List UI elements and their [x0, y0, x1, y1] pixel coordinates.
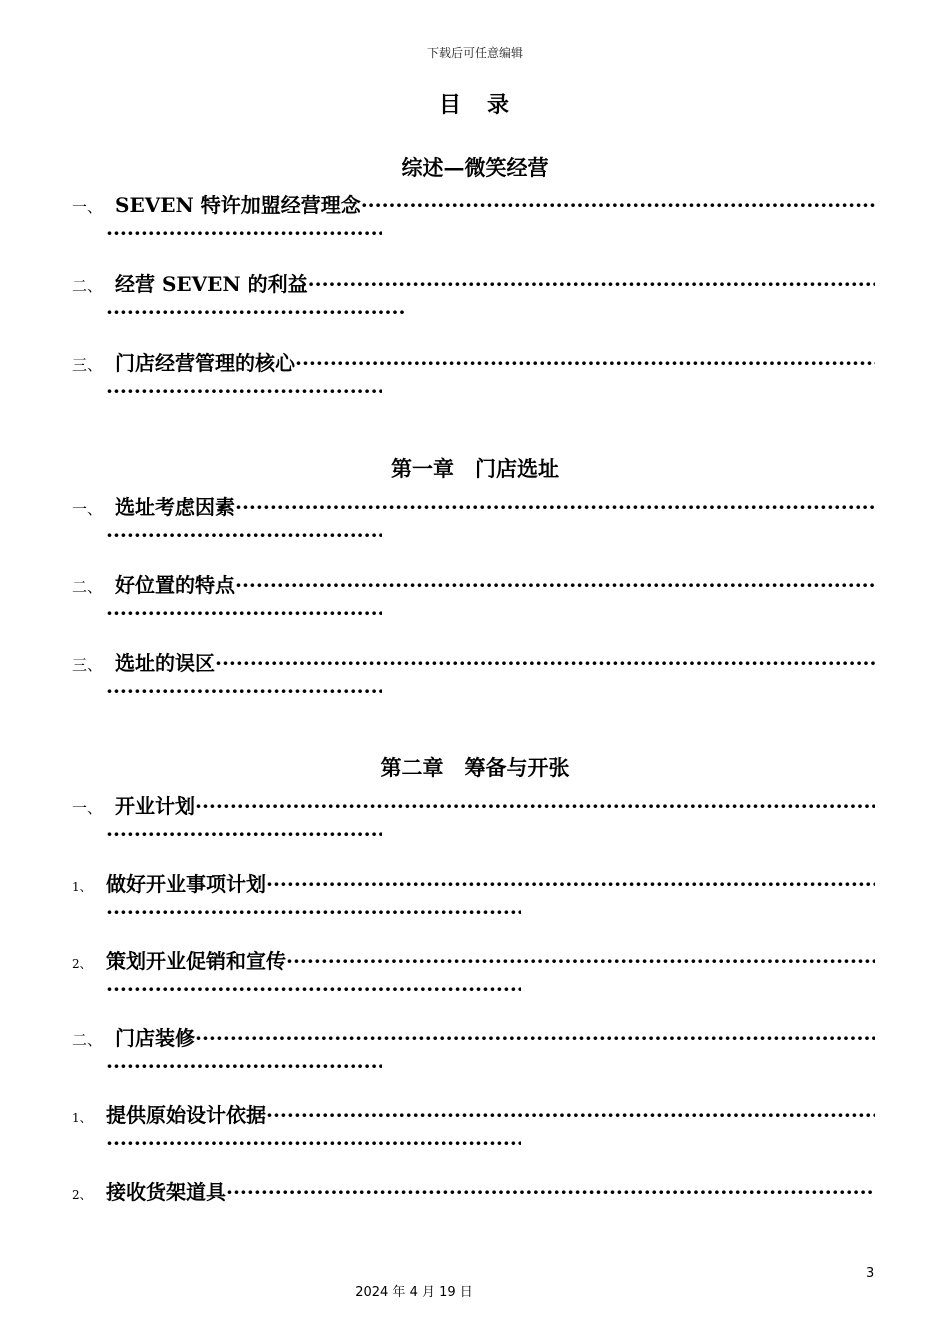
entry-marker: 二、	[72, 1031, 103, 1049]
entry-marker: 二、	[72, 578, 103, 596]
entry-label: 选址考虑因素	[115, 495, 235, 519]
toc-entry[interactable]	[0, 944, 950, 1024]
entry-label: 提供原始设计依据	[106, 1103, 266, 1127]
entry-label: 好位置的特点	[115, 573, 235, 597]
entry-marker: 一、	[72, 198, 103, 216]
toc-entry[interactable]	[0, 346, 950, 426]
toc-entry[interactable]	[0, 1021, 950, 1101]
toc-entry[interactable]	[0, 267, 950, 347]
entry-marker: 一、	[72, 799, 103, 817]
entry-label: SEVEN 特许加盟经营理念	[115, 193, 361, 217]
entry-marker: 三、	[72, 656, 103, 674]
entry-label: 接收货架道具	[106, 1180, 226, 1204]
leader-dots	[106, 676, 382, 706]
entry-marker: 2、	[72, 957, 92, 971]
leader-dots	[106, 218, 382, 248]
leader-dots	[106, 897, 521, 927]
leader-dots	[106, 376, 382, 406]
header-note: 下载后可任意编辑	[426, 46, 523, 60]
section-heading: 第一章 门店选址	[391, 456, 559, 481]
entry-label: 门店经营管理的核心	[115, 351, 295, 375]
toc-entry[interactable]	[0, 490, 950, 570]
page-number: 3	[866, 1266, 875, 1281]
entry-label: 策划开业促销和宣传	[106, 949, 286, 973]
entry-label: 门店装修	[115, 1026, 195, 1050]
entry-label: 做好开业事项计划	[106, 872, 266, 896]
entry-marker: 1、	[72, 1111, 92, 1125]
entry-label: 选址的误区	[115, 651, 215, 675]
toc-entry[interactable]	[0, 1175, 950, 1255]
toc-entry[interactable]	[0, 789, 950, 869]
leader-dots	[106, 974, 521, 1004]
toc-entry[interactable]	[0, 867, 950, 947]
entry-marker: 2、	[72, 1188, 92, 1202]
entry-marker: 一、	[72, 500, 103, 518]
entry-label: 开业计划	[115, 794, 195, 818]
leader-dots	[106, 819, 382, 849]
section-heading: 综述—微笑经营	[401, 155, 549, 180]
entry-marker: 三、	[72, 356, 103, 374]
entry-marker: 1、	[72, 880, 92, 894]
leader-dots	[106, 1051, 382, 1081]
entry-marker: 二、	[72, 277, 103, 295]
toc-entry[interactable]	[0, 568, 950, 648]
section-heading: 第二章 筹备与开张	[380, 755, 570, 780]
leader-dots	[106, 1128, 521, 1158]
toc-entry[interactable]	[0, 1098, 950, 1178]
toc-entry[interactable]	[0, 188, 950, 268]
leader-dots	[106, 520, 382, 550]
leader-dots	[106, 598, 382, 628]
toc-entry[interactable]	[0, 646, 950, 726]
entry-label: 经营 SEVEN 的利益	[115, 272, 308, 296]
leader-dots	[106, 297, 404, 327]
toc-title: 目 录	[438, 92, 511, 118]
footer-date: 2024 年 4 月 19 日	[355, 1285, 473, 1300]
